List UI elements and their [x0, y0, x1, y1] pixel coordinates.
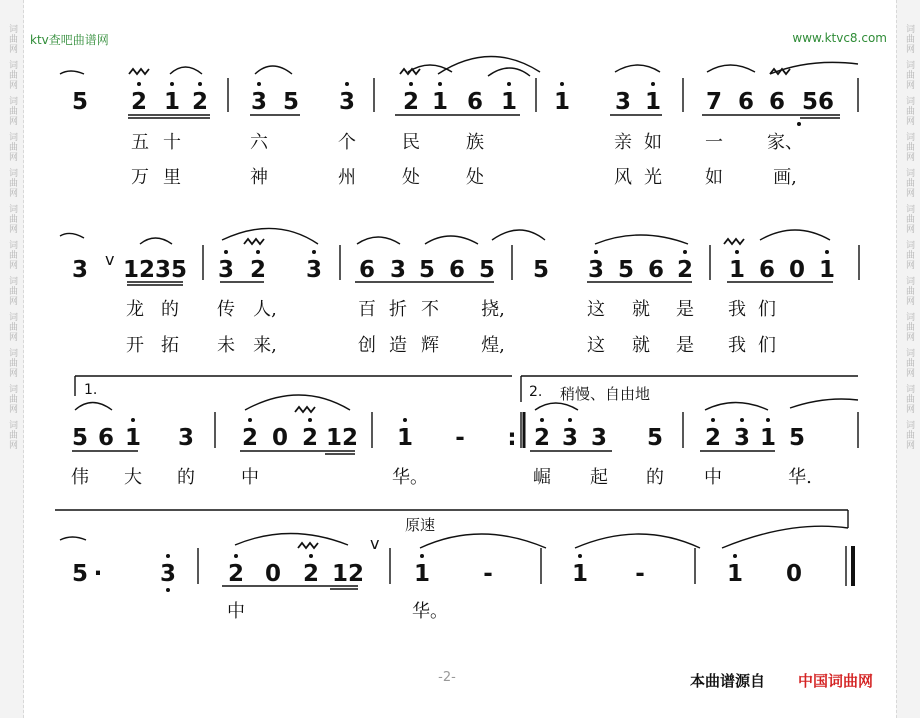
note: 3: [305, 257, 323, 283]
watermark-text: 词曲网: [7, 384, 17, 414]
note: 5: [71, 561, 89, 587]
lyric: 中: [227, 601, 245, 622]
lyric: 是: [676, 299, 694, 320]
lyric: 光: [644, 167, 662, 188]
lyric: 起: [590, 467, 608, 488]
source-label: 本曲谱源自: [690, 672, 766, 690]
watermark-text: 词曲网: [7, 420, 17, 450]
note: 2: [249, 257, 267, 283]
note: 7: [705, 89, 723, 115]
watermark-text: 词曲网: [904, 96, 914, 126]
watermark-text: 词曲网: [904, 420, 914, 450]
lyric: 州: [338, 167, 356, 188]
lyric: 民: [402, 132, 420, 153]
lyric: 个: [338, 132, 356, 153]
note: 1: [500, 89, 518, 115]
lyric: 我: [728, 335, 746, 356]
watermark-text: 词曲网: [904, 168, 914, 198]
lyric: 如: [705, 167, 723, 188]
watermark-text: 词曲网: [7, 132, 17, 162]
note: 3: [590, 425, 608, 451]
lyric: 我: [728, 299, 746, 320]
site-url-right: www.ktvc8.com: [792, 31, 887, 45]
note: 0: [271, 425, 289, 451]
note: 6: [758, 257, 776, 283]
lyric: 龙: [126, 299, 144, 320]
tempo-mark: 原速: [405, 516, 436, 534]
lyric: 们: [758, 335, 776, 356]
breath-mark: v: [370, 534, 380, 553]
watermark-text: 词曲网: [904, 204, 914, 234]
lyric: 造: [389, 335, 407, 356]
note: 5: [478, 257, 496, 283]
note: 3: [217, 257, 235, 283]
lyric: 们: [758, 299, 776, 320]
lyric: 处: [402, 167, 420, 188]
lyric: 如: [644, 132, 662, 153]
lyric: 辉: [421, 335, 439, 356]
lyric: 的: [161, 299, 179, 320]
lyric: 华.: [788, 467, 812, 488]
page-number: -2-: [438, 670, 456, 685]
note: 3: [159, 561, 177, 587]
lyric: 伟: [71, 467, 89, 488]
note: 1: [571, 561, 589, 587]
note: 1: [124, 425, 142, 451]
watermark-text: 词曲网: [904, 276, 914, 306]
lyric: 一: [705, 132, 723, 153]
note: 3: [389, 257, 407, 283]
note: 2: [227, 561, 245, 587]
note: 3: [177, 425, 195, 451]
note: 5: [71, 89, 89, 115]
lyric: 百: [358, 299, 376, 320]
note: 3: [614, 89, 632, 115]
lyric: 华。: [412, 601, 448, 622]
note: 2: [191, 89, 209, 115]
note: 2: [241, 425, 259, 451]
watermark-text: 词曲网: [7, 168, 17, 198]
watermark-text: 词曲网: [7, 312, 17, 342]
lyric: 开: [126, 335, 144, 356]
note: 3: [733, 425, 751, 451]
watermark-text: 词曲网: [7, 204, 17, 234]
note: 56: [801, 89, 835, 115]
lyric: 中: [704, 467, 722, 488]
watermark-text: 词曲网: [7, 24, 17, 54]
lyric: 就: [632, 335, 650, 356]
note: 6: [358, 257, 376, 283]
tempo-mark: 稍慢、自由地: [560, 385, 651, 403]
note: 1: [163, 89, 181, 115]
lyric: 来,: [253, 335, 277, 356]
lyric: 神: [250, 167, 268, 188]
note: 2: [402, 89, 420, 115]
note: 2: [533, 425, 551, 451]
note: 1: [431, 89, 449, 115]
dot-mark: ·: [93, 561, 103, 587]
lyric: 这: [587, 299, 605, 320]
note: -: [635, 561, 645, 587]
lyric: 挠,: [481, 299, 505, 320]
note: 2: [704, 425, 722, 451]
note: 5: [532, 257, 550, 283]
note: 5: [71, 425, 89, 451]
lyric: 画,: [773, 167, 797, 188]
site-name-left: ktv查吧曲谱网: [30, 33, 109, 47]
breath-mark: v: [105, 250, 115, 269]
repeat-sign: :: [507, 425, 517, 451]
note: 5: [418, 257, 436, 283]
lyric: 族: [466, 132, 484, 153]
note: 1: [644, 89, 662, 115]
note: 1: [413, 561, 431, 587]
note: 2: [676, 257, 694, 283]
watermark-text: 词曲网: [904, 24, 914, 54]
watermark-text: 词曲网: [904, 60, 914, 90]
watermark-text: 词曲网: [904, 312, 914, 342]
note: 5: [788, 425, 806, 451]
lyric: 拓: [161, 335, 179, 356]
note: 3: [338, 89, 356, 115]
lyric: 中: [241, 467, 259, 488]
note: 2: [301, 425, 319, 451]
watermark-text: 词曲网: [7, 60, 17, 90]
lyric: 家、: [767, 132, 803, 153]
lyric: 崛: [533, 467, 551, 488]
lyric: 亲: [614, 132, 632, 153]
note: 12: [325, 425, 359, 451]
note: -: [455, 425, 465, 451]
lyric: 就: [632, 299, 650, 320]
note: 1235: [122, 257, 188, 283]
note: 1: [728, 257, 746, 283]
lyric: 人,: [253, 299, 277, 320]
lyric: 十: [163, 132, 181, 153]
note: 1: [818, 257, 836, 283]
note: 5: [646, 425, 664, 451]
lyric: 煌,: [481, 335, 505, 356]
watermark-text: 词曲网: [7, 348, 17, 378]
note: 3: [561, 425, 579, 451]
lyric: 的: [646, 467, 664, 488]
volta-2-label: 2.: [529, 384, 543, 400]
note: 6: [768, 89, 786, 115]
watermark-text: 词曲网: [7, 276, 17, 306]
note: 3: [587, 257, 605, 283]
note: -: [483, 561, 493, 587]
note: 0: [788, 257, 806, 283]
watermark-text: 词曲网: [7, 96, 17, 126]
watermark-text: 词曲网: [904, 240, 914, 270]
watermark-text: 词曲网: [904, 384, 914, 414]
lyric: 大: [124, 467, 142, 488]
note: 0: [264, 561, 282, 587]
lyric: 处: [466, 167, 484, 188]
lyric: 传: [217, 299, 235, 320]
lyric: 五: [131, 132, 149, 153]
lyric: 创: [358, 335, 376, 356]
lyric: 折: [389, 299, 407, 320]
note: 6: [647, 257, 665, 283]
lyric: 是: [676, 335, 694, 356]
note: 1: [553, 89, 571, 115]
note: 3: [71, 257, 89, 283]
note: 5: [617, 257, 635, 283]
lyric: 的: [177, 467, 195, 488]
lyric: 不: [421, 299, 439, 320]
lyric: 万: [131, 167, 149, 188]
note: 0: [785, 561, 803, 587]
note: 5: [282, 89, 300, 115]
note: 1: [726, 561, 744, 587]
note: 12: [331, 561, 365, 587]
note: 2: [302, 561, 320, 587]
lyric: 六: [250, 132, 268, 153]
volta-1-label: 1.: [84, 382, 98, 398]
note: 6: [737, 89, 755, 115]
lyric: 这: [587, 335, 605, 356]
watermark-text: 词曲网: [7, 240, 17, 270]
note: 3: [250, 89, 268, 115]
lyric: 未: [217, 335, 235, 356]
note: 2: [130, 89, 148, 115]
note: 1: [759, 425, 777, 451]
note: 6: [448, 257, 466, 283]
lyric: 里: [163, 167, 181, 188]
lyric: 风: [614, 167, 632, 188]
note: 6: [466, 89, 484, 115]
note: 1: [396, 425, 414, 451]
note: 6: [97, 425, 115, 451]
watermark-text: 词曲网: [904, 348, 914, 378]
lyric: 华。: [392, 467, 428, 488]
source-site: 中国词曲网: [798, 672, 874, 690]
watermark-text: 词曲网: [904, 132, 914, 162]
